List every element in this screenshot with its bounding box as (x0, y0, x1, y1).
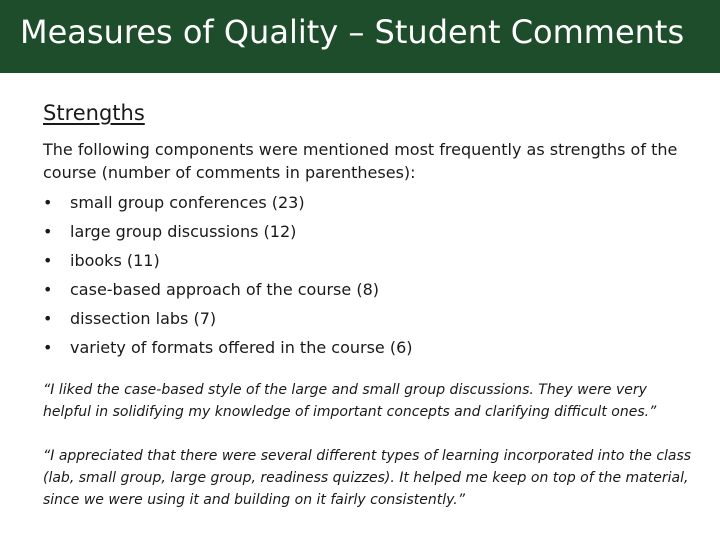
list-item (43, 246, 703, 275)
slide-title: Measures of Quality – Student Comments (20, 13, 685, 51)
list-item (43, 304, 703, 333)
strengths-list (43, 188, 703, 362)
bullet-icon: • (43, 280, 53, 299)
list-item-text: ibooks (11) (70, 251, 160, 270)
list-item (43, 217, 703, 246)
student-quote: “I appreciated that there were several different types of learning incorporated into the class (lab, small group, large group, readiness quizzes). It helped me keep on top of the material, since we were using it and building on it fairly consistently.” (43, 448, 692, 508)
list-item (43, 333, 703, 362)
list-item-text: case-based approach of the course (8) (70, 280, 379, 299)
slide-content (43, 103, 703, 511)
list-item (43, 275, 703, 304)
student-quote: “I liked the case-based style of the large and small group discussions. They were very helpful in solidifying my knowledge of important concepts and clarifying difficult ones.” (43, 382, 657, 420)
list-item-text: dissection labs (7) (70, 309, 217, 328)
list-item-text: small group conferences (23) (70, 193, 305, 212)
title-bar (0, 0, 720, 73)
intro-paragraph: The following components were mentioned most frequently as strengths of the course (number of comments in parentheses): (43, 140, 678, 182)
bullet-icon: • (43, 338, 53, 357)
bullet-icon: • (43, 193, 53, 212)
bullet-icon: • (43, 251, 53, 270)
bullet-icon: • (43, 309, 53, 328)
list-item (43, 188, 703, 217)
section-heading: Strengths (43, 101, 145, 125)
list-item-text: variety of formats offered in the course (6) (70, 338, 413, 357)
bullet-icon: • (43, 222, 53, 241)
list-item-text: large group discussions (12) (70, 222, 297, 241)
